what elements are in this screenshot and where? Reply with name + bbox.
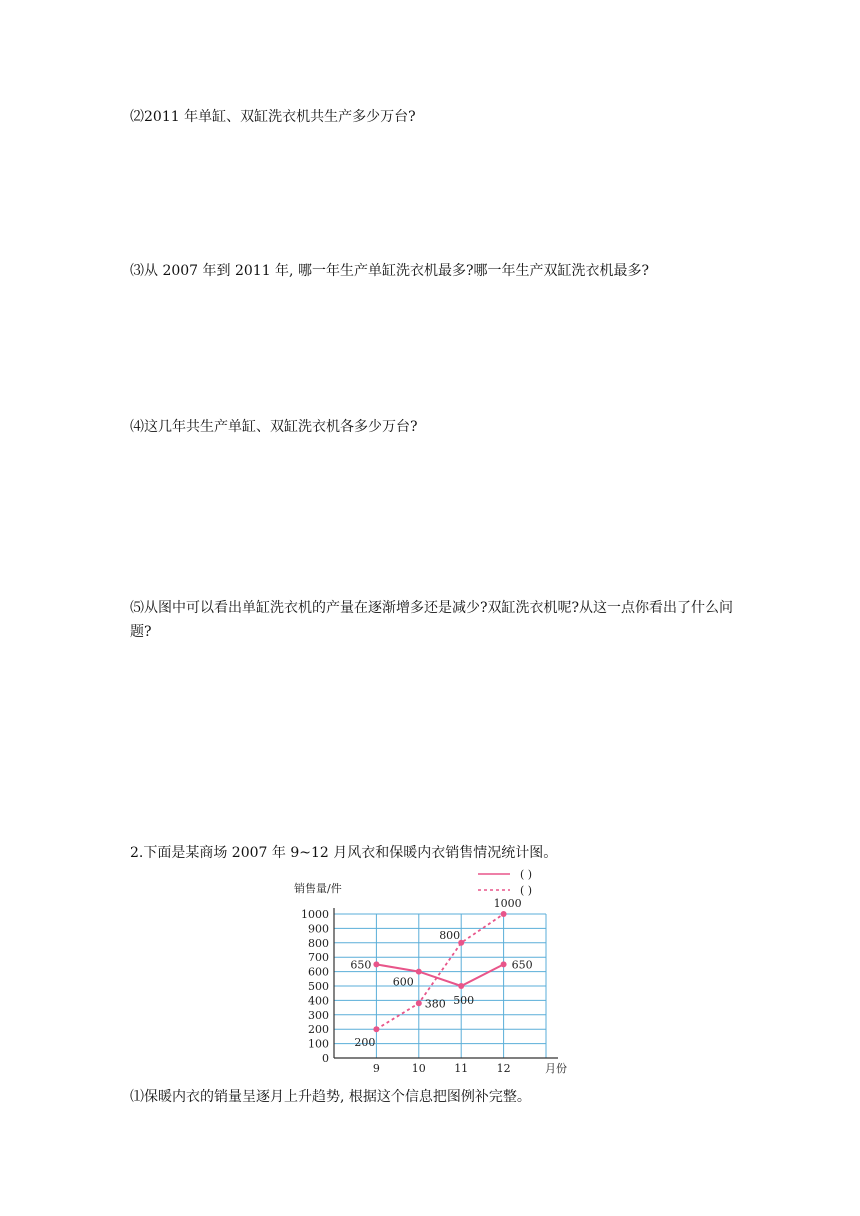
sales-line-chart xyxy=(290,862,580,1074)
question-1-5: ⑸从图中可以看出单缸洗衣机的产量在逐渐增多还是减少?双缸洗衣机呢?从这一点你看出了什么问题? xyxy=(130,600,734,640)
y-tick-label: 0 xyxy=(322,1052,329,1065)
data-point-solid xyxy=(373,961,379,967)
data-point-solid xyxy=(416,969,422,975)
legend-label-solid: ( ) xyxy=(520,868,533,881)
y-axis-title: 销售量/件 xyxy=(294,882,342,895)
y-tick-label: 200 xyxy=(308,1023,329,1037)
data-point-dashed xyxy=(373,1026,379,1032)
question-1-2: ⑵2011 年单缸、双缸洗衣机共生产多少万台? xyxy=(130,109,416,125)
chart-svg xyxy=(290,862,580,1074)
y-tick-label: 500 xyxy=(308,980,329,993)
data-label-solid: 500 xyxy=(453,994,475,1007)
y-tick-label: 300 xyxy=(308,1008,329,1022)
y-tick-label: 1000 xyxy=(301,908,329,921)
data-point-dashed xyxy=(416,1000,422,1006)
y-tick-label: 100 xyxy=(308,1037,329,1051)
x-tick-label: 12 xyxy=(496,1062,511,1074)
data-label-dashed: 380 xyxy=(424,997,446,1011)
y-tick-label: 400 xyxy=(308,994,329,1008)
question-1-3: ⑶从 2007 年到 2011 年, 哪一年生产单缸洗衣机最多?哪一年生产双缸洗衣机最多? xyxy=(130,263,649,279)
data-label-dashed: 1000 xyxy=(493,897,522,910)
y-tick-label: 900 xyxy=(308,922,329,936)
data-label-dashed: 800 xyxy=(439,928,461,942)
data-label-solid: 600 xyxy=(392,975,414,989)
data-point-solid xyxy=(501,961,507,967)
x-tick-label: 11 xyxy=(454,1062,469,1074)
data-label-solid: 650 xyxy=(350,958,372,972)
x-tick-label: 9 xyxy=(372,1062,380,1074)
x-axis-title: 月份 xyxy=(545,1062,567,1074)
legend-label-dashed: ( ) xyxy=(520,884,533,897)
y-tick-label: 700 xyxy=(308,951,329,965)
question-2-intro: 2.下面是某商场 2007 年 9~12 月风衣和保暖内衣销售情况统计图。 xyxy=(130,845,558,861)
data-point-solid xyxy=(458,983,464,989)
question-1-4: ⑷这几年共生产单缸、双缸洗衣机各多少万台? xyxy=(130,419,418,435)
data-point-dashed xyxy=(501,911,507,917)
x-tick-label: 10 xyxy=(411,1062,426,1074)
y-tick-label: 600 xyxy=(308,965,329,979)
question-2-1: ⑴保暖内衣的销量呈逐月上升趋势, 根据这个信息把图例补完整。 xyxy=(130,1089,531,1105)
y-tick-label: 800 xyxy=(308,936,329,950)
data-label-dashed: 200 xyxy=(354,1036,376,1050)
data-label-solid: 650 xyxy=(511,958,533,972)
